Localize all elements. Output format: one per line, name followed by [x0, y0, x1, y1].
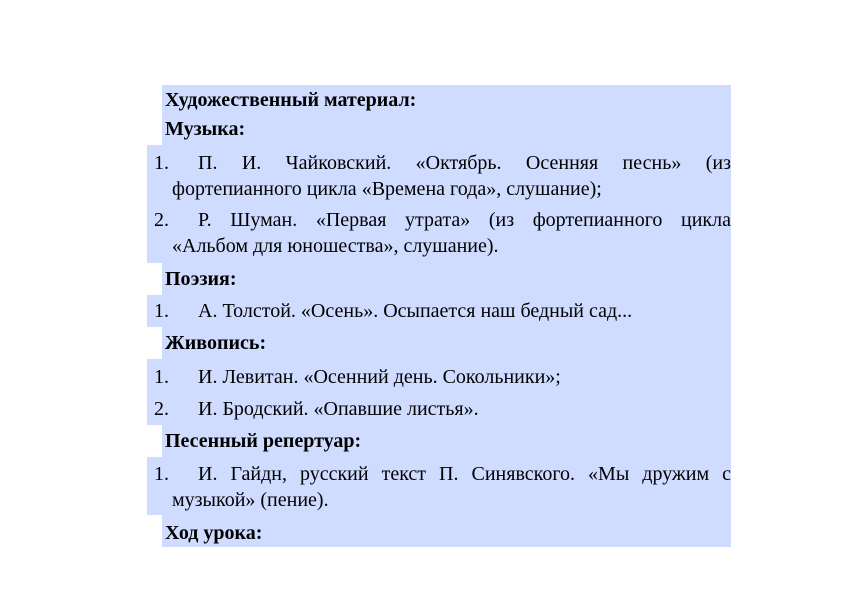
list-item-line: П. И. Чайковский. «Октябрь. Осенняя песнь» (из	[198, 152, 731, 174]
list-number: 1.	[154, 300, 169, 322]
list-item-line: И. Бродский. «Опавшие листья».	[198, 398, 479, 420]
list-number: 1.	[154, 366, 169, 388]
poetry-heading: Поэзия:	[165, 268, 237, 290]
list-number: 1.	[154, 152, 169, 174]
list-item-line: музыкой» (пение).	[172, 489, 329, 511]
list-item-line: Р. Шуман. «Первая утрата» (из фортепианного цикла	[198, 209, 731, 231]
highlight-block	[162, 263, 731, 295]
list-item-line: И. Гайдн, русский текст П. Синявского. «Мы дружим с	[198, 463, 731, 485]
materials-heading: Художественный материал:	[165, 89, 417, 111]
list-item-line: «Альбом для юношества», слушание).	[172, 235, 499, 257]
song-heading: Песенный репертуар:	[165, 430, 362, 452]
painting-heading: Живопись:	[165, 332, 267, 354]
list-number: 2.	[154, 398, 169, 420]
list-item-line: И. Левитан. «Осенний день. Сокольники»;	[198, 366, 561, 388]
lesson-heading: Ход урока:	[165, 522, 263, 544]
music-heading: Музыка:	[165, 118, 246, 140]
list-number: 1.	[154, 463, 169, 485]
list-item-line: А. Толстой. «Осень». Осыпается наш бедный сад...	[198, 300, 633, 322]
list-item-line: фортепианного цикла «Времена года», слушание);	[172, 178, 602, 200]
list-number: 2.	[154, 209, 169, 231]
